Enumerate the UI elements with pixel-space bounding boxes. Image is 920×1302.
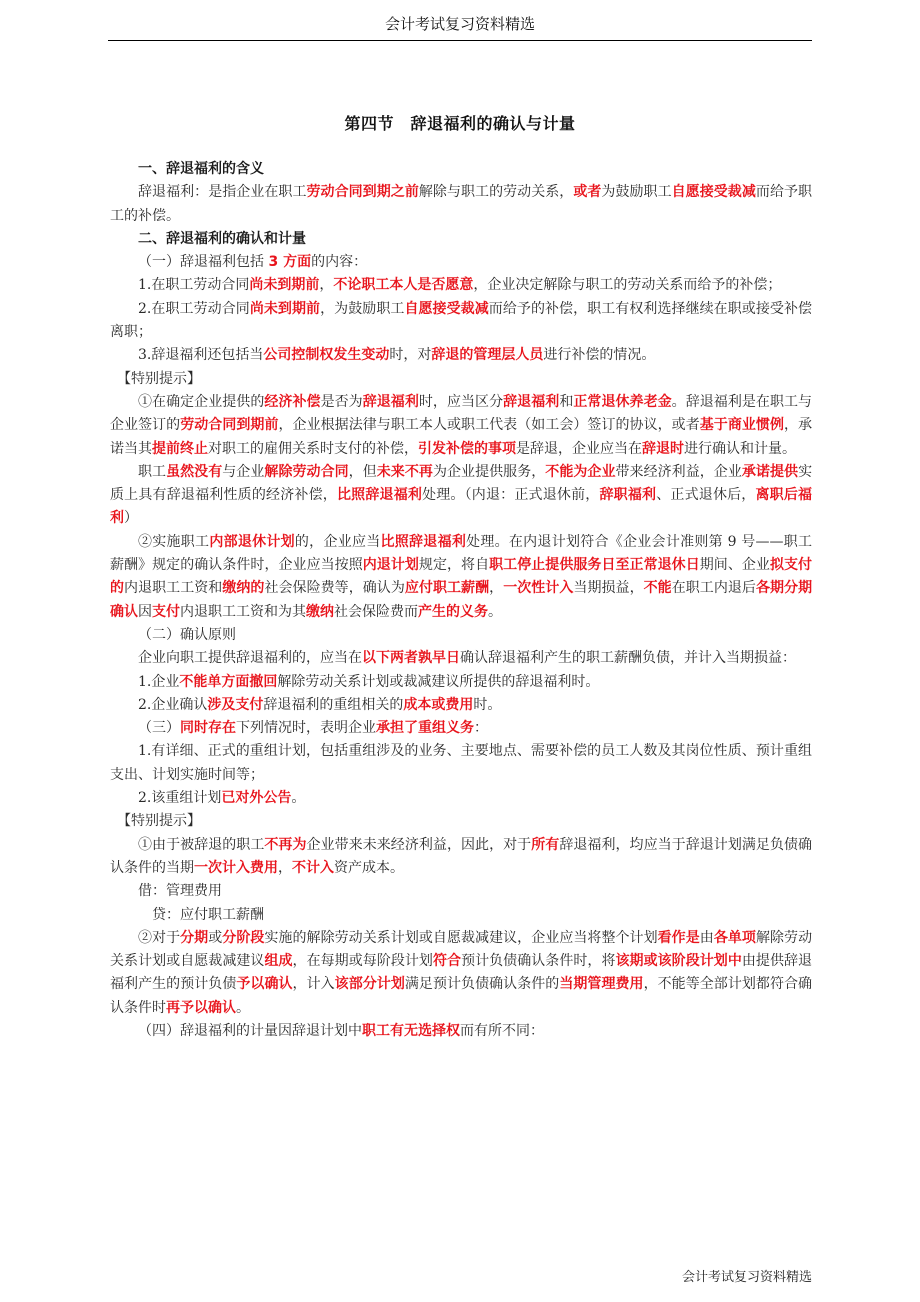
highlighted-text: 承担了重组义务 — [376, 720, 474, 737]
highlighted-text: 拟支付的 — [110, 557, 813, 597]
highlighted-text: 引发补偿的事项 — [418, 440, 516, 457]
highlighted-text: 同时存在 — [180, 720, 236, 737]
text-run: 。 — [488, 603, 502, 620]
highlighted-text: 成本或费用 — [403, 696, 474, 713]
text-run: 因 — [138, 603, 152, 620]
text-run: ②对于 — [138, 929, 181, 946]
highlighted-text: 辞退的管理层人员 — [431, 347, 544, 364]
paragraph — [110, 1020, 812, 1043]
text-run: 而给予职工的补偿。 — [110, 184, 813, 224]
highlighted-text: 辞退时 — [642, 440, 684, 457]
highlighted-text: 一次性计入 — [503, 580, 574, 597]
highlighted-text: 辞退福利 — [362, 393, 419, 410]
text-run: 【特别提示】 — [110, 813, 201, 830]
text-run: （二）确认原则 — [138, 626, 236, 643]
text-run: 时，应当区分 — [418, 393, 504, 410]
paragraph — [110, 787, 812, 810]
text-run: 时，对 — [389, 347, 432, 364]
text-run: 2.在职工劳动合同 — [138, 300, 250, 317]
text-run: 1.在职工劳动合同 — [138, 277, 250, 294]
paragraph — [110, 694, 812, 717]
text-run: ，企业决定解除与职工的劳动关系而给予的补偿； — [473, 277, 782, 294]
text-run: 的，企业应当 — [294, 533, 381, 550]
highlighted-text: 所有 — [531, 836, 560, 853]
highlighted-text: 正常退休养老金 — [573, 393, 672, 410]
text-run: 满足预计负债确认条件的 — [404, 976, 560, 993]
text-run: 是否为 — [320, 393, 363, 410]
text-run: ①在确定企业提供的 — [138, 393, 265, 410]
highlighted-text: 公司控制权发生变动 — [263, 347, 390, 364]
text-run: ②实施职工 — [138, 533, 210, 550]
text-run: 由提供辞退福利产生的预计负债 — [110, 953, 813, 993]
text-run: 时。 — [473, 696, 502, 713]
page-footer: 会计考试复习资料精选 — [681, 1270, 812, 1285]
text-run: 预计负债确认条件时，将 — [461, 953, 616, 970]
text-run: 辞退福利，均应当于辞退计划满足负债确认条件的当期 — [110, 836, 813, 876]
text-run: 解除劳动关系计划或自愿裁减建议 — [110, 929, 813, 970]
highlighted-text: 一次计入费用 — [194, 859, 278, 876]
text-run: 而有所不同： — [460, 1022, 544, 1039]
text-run: ， — [278, 859, 292, 876]
highlighted-text: 或者 — [573, 184, 602, 201]
text-run: 企业向职工提供辞退福利的，应当在 — [138, 650, 362, 667]
paragraph — [110, 671, 812, 694]
highlighted-text: 予以确认 — [236, 976, 293, 993]
text-run: 借：管理费用 — [138, 883, 222, 900]
text-run: 实质上具有辞退福利性质的经济补偿， — [110, 463, 813, 504]
highlighted-text: 以下两者孰早日 — [362, 650, 460, 667]
text-run: （一）辞退福利包括 — [138, 254, 269, 271]
paragraph — [110, 251, 812, 274]
text-run: 为鼓励职工 — [601, 184, 672, 201]
text-run: 为企业提供服务， — [432, 463, 546, 480]
text-run: ，为鼓励职工 — [320, 300, 405, 317]
text-run: ， — [489, 580, 504, 597]
highlighted-text: 不再为 — [264, 836, 307, 853]
highlighted-text: 再予以确认 — [166, 999, 236, 1016]
document-body — [110, 158, 812, 1043]
paragraph — [110, 181, 812, 228]
text-run: 由 — [699, 929, 714, 946]
highlighted-text: 比照辞退福利 — [380, 533, 467, 550]
text-run: （四）辞退福利的计量因辞退计划中 — [138, 1022, 362, 1039]
text-run: ①由于被辞退的职工 — [138, 836, 265, 853]
text-run: 是辞退，企业应当在 — [516, 440, 642, 457]
text-run: 当期损益， — [573, 580, 644, 597]
text-run: 。 — [236, 999, 250, 1016]
section-title: 第四节 辞退福利的确认与计量 — [344, 114, 576, 133]
highlighted-text: 不能 — [643, 580, 672, 597]
highlighted-text: 职工有无选择权 — [362, 1022, 460, 1039]
text-run: 期间、企业 — [699, 557, 770, 574]
highlighted-text: 缴纳 — [306, 603, 334, 620]
highlighted-text: 内部退休计划 — [209, 533, 295, 550]
text-run: ，不能等全部计划都符合确认条件时 — [110, 976, 813, 1016]
highlighted-text: 基于商业惯例 — [699, 417, 784, 434]
highlighted-text: 当期管理费用 — [559, 976, 644, 993]
highlighted-text: 尚未到期前 — [249, 300, 321, 317]
text-run: 贷：应付职工薪酬 — [152, 906, 264, 923]
text-run: 3.辞退福利还包括当 — [138, 347, 264, 364]
highlighted-text: 劳动合同到期之前 — [306, 184, 419, 201]
paragraph — [110, 274, 812, 297]
highlighted-text: 不计入 — [292, 859, 334, 876]
highlighted-text: 各单项 — [713, 929, 756, 946]
text-run: 或 — [208, 929, 223, 946]
text-run: 处理。（内退：正式退休前， — [422, 487, 600, 504]
text-run: 带来经济利益，企业 — [615, 463, 742, 480]
highlighted-text: 各期分期确认 — [110, 580, 813, 620]
highlighted-text: 职工停止提供服务日至正常退休日 — [489, 557, 700, 574]
highlighted-text: 产生的义务 — [418, 603, 488, 620]
header-title: 会计考试复习资料精选 — [384, 15, 535, 33]
paragraph — [110, 298, 812, 345]
highlighted-text: 尚未到期前 — [249, 277, 320, 294]
text-run: 2.该重组计划 — [138, 790, 222, 807]
highlighted-text: 劳动合同到期前 — [180, 417, 279, 434]
text-run: ，承诺当其 — [110, 417, 813, 457]
highlighted-text: 经济补偿 — [264, 393, 321, 410]
text-run: 职工 — [138, 463, 167, 480]
text-run: 实施的解除劳动关系计划或自愿裁减建议，企业应当将整个计划 — [264, 929, 658, 946]
highlighted-text: 虽然没有 — [166, 463, 223, 480]
highlighted-text: 不能单方面撤回 — [179, 673, 278, 690]
highlighted-text: 内退计划 — [362, 557, 419, 574]
text-run: 规定，将自 — [418, 557, 490, 574]
text-run: ，企业根据法律与职工本人或职工代表（如工会）签订的协议，或者 — [278, 417, 700, 434]
text-run: 、正式退休后， — [656, 487, 756, 504]
paragraph — [110, 904, 812, 927]
paragraph — [110, 624, 812, 647]
paragraph — [110, 461, 812, 531]
text-run: 一、辞退福利的含义 — [138, 161, 264, 177]
paragraph — [110, 228, 812, 251]
highlighted-text: 支付 — [152, 603, 180, 620]
highlighted-text: 该期或该阶段计划中 — [615, 953, 742, 970]
paragraph — [110, 927, 812, 1020]
text-run: ，在每期或每阶段计划 — [292, 953, 433, 970]
text-run: ： — [474, 720, 488, 737]
text-run: 进行补偿的情况。 — [543, 347, 656, 364]
highlighted-text: 分阶段 — [222, 929, 265, 946]
page-header — [108, 0, 812, 41]
text-run: 【特别提示】 — [110, 370, 201, 387]
text-run: 处理。在内退计划符合《企业会计准则第 9 号——职工薪酬》规定的确认条件时，企业应当按照 — [110, 533, 813, 574]
highlighted-text: 缴纳的 — [222, 580, 265, 597]
text-run: 和 — [559, 393, 574, 410]
highlighted-text: 自愿接受裁减 — [671, 184, 756, 201]
text-run: ，计入 — [292, 976, 335, 993]
text-run: 。辞退福利是在职工与企业签订的 — [110, 393, 813, 434]
paragraph — [110, 344, 812, 367]
paragraph — [110, 158, 812, 181]
text-run: ） — [124, 510, 138, 527]
text-run: 辞退福利的重组相关的 — [263, 696, 404, 713]
text-run: 二、辞退福利的确认和计量 — [138, 230, 306, 247]
highlighted-text: 辞退福利 — [503, 393, 560, 410]
text-run: 解除与职工的劳动关系， — [418, 184, 574, 201]
highlighted-text: 辞职福利 — [599, 487, 657, 504]
paragraph — [110, 740, 812, 787]
paragraph — [110, 880, 812, 903]
text-run: 进行确认和计量。 — [684, 440, 796, 457]
highlighted-text: 应付职工薪酬 — [404, 580, 490, 597]
text-run: 1.有详细、正式的重组计划，包括重组涉及的业务、主要地点、需要补偿的员工人数及其岗位性质、预计重组支出、计划实施时间等； — [110, 743, 812, 783]
text-run: 资产成本。 — [334, 859, 404, 876]
text-run: 内退职工工资和 — [124, 580, 223, 597]
text-run: 而给予的补偿，职工有权利选择继续在职或接受补偿离职； — [110, 300, 813, 341]
paragraph — [110, 717, 812, 740]
text-run: 确认辞退福利产生的职工薪酬负债，并计入当期损益： — [460, 650, 796, 667]
highlighted-text: 组成 — [264, 953, 293, 970]
highlighted-text: 自愿接受裁减 — [404, 300, 489, 317]
highlighted-text: 不论职工本人是否愿意 — [333, 277, 474, 294]
highlighted-text: 已对外公告 — [221, 790, 292, 807]
text-run: 1.企业 — [138, 673, 180, 690]
text-run: 在职工内退后 — [671, 580, 756, 597]
highlighted-text: 3 方面 — [268, 254, 312, 271]
text-run: 解除劳动关系计划或裁减建议所提供的辞退福利时。 — [277, 673, 600, 690]
highlighted-text: 不能为企业 — [545, 463, 616, 480]
highlighted-text: 看作是 — [657, 929, 700, 946]
paragraph — [110, 647, 812, 670]
highlighted-text: 未来不再 — [376, 463, 433, 480]
paragraph — [110, 531, 812, 624]
highlighted-text: 分期 — [180, 929, 209, 946]
text-run: 社会保险费而 — [334, 603, 418, 620]
text-run: 辞退福利：是指企业在职工 — [138, 184, 307, 201]
paragraph — [110, 810, 812, 833]
highlighted-text: 解除劳动合同 — [264, 463, 349, 480]
text-run: ，但 — [348, 463, 377, 480]
text-run: （三） — [138, 720, 180, 737]
text-run: ， — [319, 277, 334, 294]
paragraph — [110, 368, 812, 391]
highlighted-text: 比照辞退福利 — [336, 487, 423, 504]
paragraph — [110, 834, 812, 881]
text-run: 企业带来未来经济利益，因此，对于 — [306, 836, 532, 853]
text-run: 内退职工工资和为其 — [180, 603, 306, 620]
highlighted-text: 涉及支付 — [207, 696, 264, 713]
highlighted-text: 符合 — [432, 953, 462, 970]
text-run: 下列情况时，表明企业 — [236, 720, 376, 737]
text-run: 与企业 — [222, 463, 265, 480]
text-run: 对职工的雇佣关系时支付的补偿， — [208, 440, 418, 457]
text-run: 的内容： — [311, 254, 368, 271]
highlighted-text: 离职后福利 — [110, 487, 813, 527]
highlighted-text: 该部分计划 — [334, 976, 405, 993]
paragraph — [110, 391, 812, 461]
text-run: 。 — [291, 790, 306, 807]
highlighted-text: 承诺提供 — [741, 463, 799, 480]
highlighted-text: 提前终止 — [152, 440, 208, 457]
text-run: 2.企业确认 — [138, 696, 208, 713]
text-run: 社会保险费等，确认为 — [264, 580, 405, 597]
